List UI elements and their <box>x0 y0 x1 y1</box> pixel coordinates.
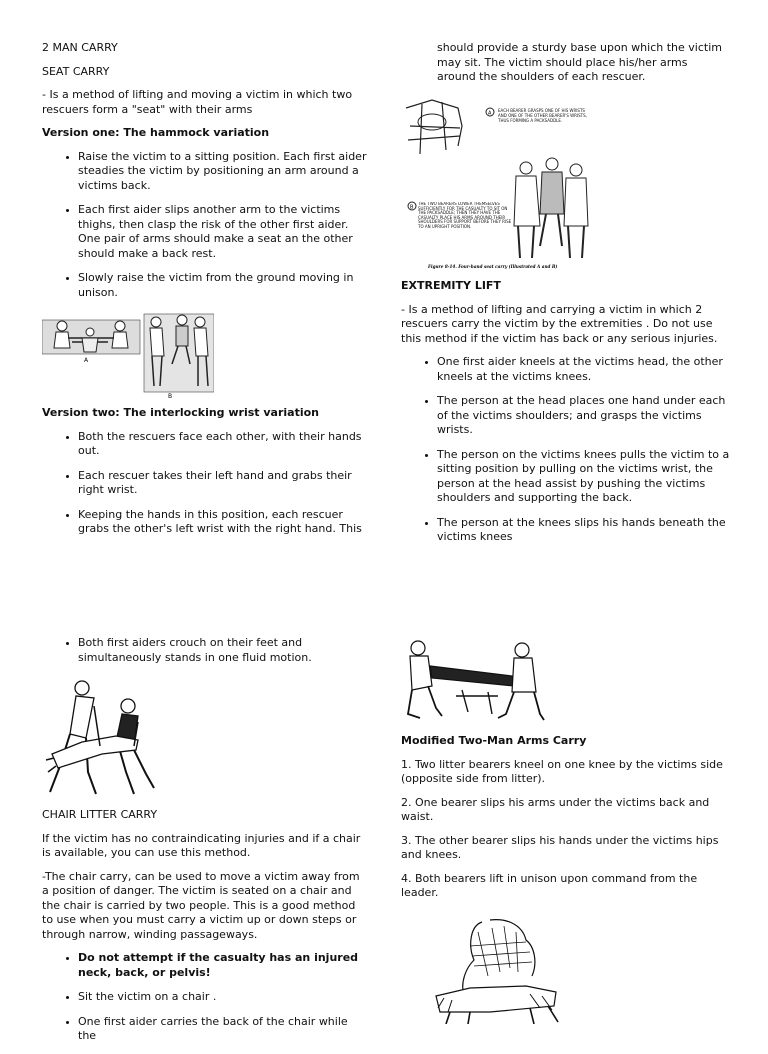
right-column-extremity <box>401 279 731 555</box>
list-item: • One first aider carries the back of the chair while the <box>78 1015 368 1044</box>
extremity-list <box>401 355 731 545</box>
right-column-top <box>437 41 729 94</box>
right-column-modified <box>401 734 731 910</box>
list-item: • The person on the victims knees pulls the victim to a sitting position by pulling on the victims wrist, the person at the head assist by pushing the victims shoulders and supporting the back. <box>437 448 731 506</box>
modified-step: 3. The other bearer slips his hands under the victims hips and knees. <box>401 833 719 861</box>
extremity-intro: - Is a method of lifting and carrying a victim in which 2 rescuers carry the victim by the extremities . Do not use this method if the victim has back or any serious injuries. <box>401 302 718 345</box>
list-item-warning: • Do not attempt if the casualty has an injured neck, back, or pelvis! <box>78 951 368 980</box>
hammock-carry-illustration <box>42 312 214 400</box>
modified-step: 1. Two litter bearers kneel on one knee by the victims side (opposite side from litter). <box>401 757 723 785</box>
figure-label-b2: B <box>410 204 414 211</box>
continuation-text: should provide a sturdy base upon which the victim may sit. The victim should place his/her arms around the shoulders of each rescuer. <box>437 41 722 83</box>
list-item: • Both first aiders crouch on their feet and simultaneously stands in one fluid motion. <box>78 636 368 665</box>
list-item: • Slowly raise the victim from the ground moving in unison. <box>78 271 368 300</box>
version-one-heading: Version one: The hammock variation <box>42 126 270 139</box>
list-item: • Each rescuer takes their left hand and grabs their right wrist. <box>78 469 368 498</box>
list-item: • Each first aider slips another arm to the victims thighs, then clasp the risk of the other first aider. One pair of arms should make a seat an the other should make a back rest. <box>78 203 368 261</box>
list-item: • Sit the victim on a chair . <box>78 990 368 1005</box>
section-subtitle: SEAT CARRY <box>42 64 110 78</box>
two-man-lift-illustration <box>42 676 164 798</box>
figure-label-a: A <box>84 357 89 364</box>
modified-heading: Modified Two-Man Arms Carry <box>401 734 587 747</box>
chair-paragraph-2: -The chair carry, can be used to move a victim away from a position of danger. The victim is seated on a chair and the chair is carried by two people. This is a good method to use when you must carry a victim up or down steps or through narrow, winding passageways. <box>42 869 360 941</box>
list-item: • The person at the knees slips his hands beneath the victims knees <box>437 516 731 545</box>
chair-list <box>42 951 368 1044</box>
list-item: • The person at the head places one hand under each of the victims shoulders; and grasps the victims wrists. <box>437 394 731 438</box>
seat-carry-intro: - Is a method of lifting and moving a victim in which two rescuers form a "seat" with their arms <box>42 88 353 116</box>
version-two-list <box>42 430 368 537</box>
left-column-chair <box>42 808 368 1054</box>
crouch-list <box>42 636 368 665</box>
modified-step: 2. One bearer slips his arms under the victims back and waist. <box>401 795 710 823</box>
list-item: • One first aider kneels at the victims head, the other kneels at the victims knees. <box>437 355 731 384</box>
chair-heading: CHAIR LITTER CARRY <box>42 808 158 821</box>
figure-label-a2: A <box>488 110 492 117</box>
extremity-heading: EXTREMITY LIFT <box>401 279 501 292</box>
left-column-top <box>42 41 368 310</box>
extremity-lift-illustration <box>402 636 548 722</box>
figure-b-text: THE TWO BEARERS LOWER THEMSELVES SUFFICIENTLY FOR THE CASUALTY TO SIT ON THE PACKSADDLE; THEN THEY HAVE THE CASUALTY PLACE HIS ARMS AROUND THEIR SHOULDERS FOR SUPPORT BEFORE THEY RISE TO AN UPRIGHT POSITION. <box>418 202 512 229</box>
version-two-heading: Version two: The interlocking wrist variation <box>42 406 319 419</box>
version-one-list <box>42 150 368 301</box>
section-title: 2 MAN CARRY <box>42 41 118 54</box>
figure-a-text: EACH BEARER GRASPS ONE OF HIS WRISTS AND ONE OF THE OTHER BEARER'S WRISTS, THUS FORMING A PACKSADDLE. <box>498 108 587 123</box>
left-column-bottom-list <box>42 636 368 675</box>
list-item: • Both the rescuers face each other, with their hands out. <box>78 430 368 459</box>
modified-step: 4. Both bearers lift in unison upon command from the leader. <box>401 871 698 899</box>
chair-paragraph-1: If the victim has no contraindicating injuries and if a chair is available, you can use this method. <box>42 831 361 859</box>
list-item: • Raise the victim to a sitting position. Each first aider steadies the victim by positioning an arm around a victims back. <box>78 150 368 194</box>
left-column-version-two <box>42 406 368 547</box>
figure-caption: Figure 8-14. Four-hand seat carry (Illustrated A and B) <box>428 264 558 269</box>
figure-label-b: B <box>168 393 173 400</box>
list-item: • Keeping the hands in this position, each rescuer grabs the other's left wrist with the right hand. This <box>78 508 368 537</box>
four-hand-seat-illustration <box>402 96 592 274</box>
arms-carry-illustration <box>430 916 580 1024</box>
